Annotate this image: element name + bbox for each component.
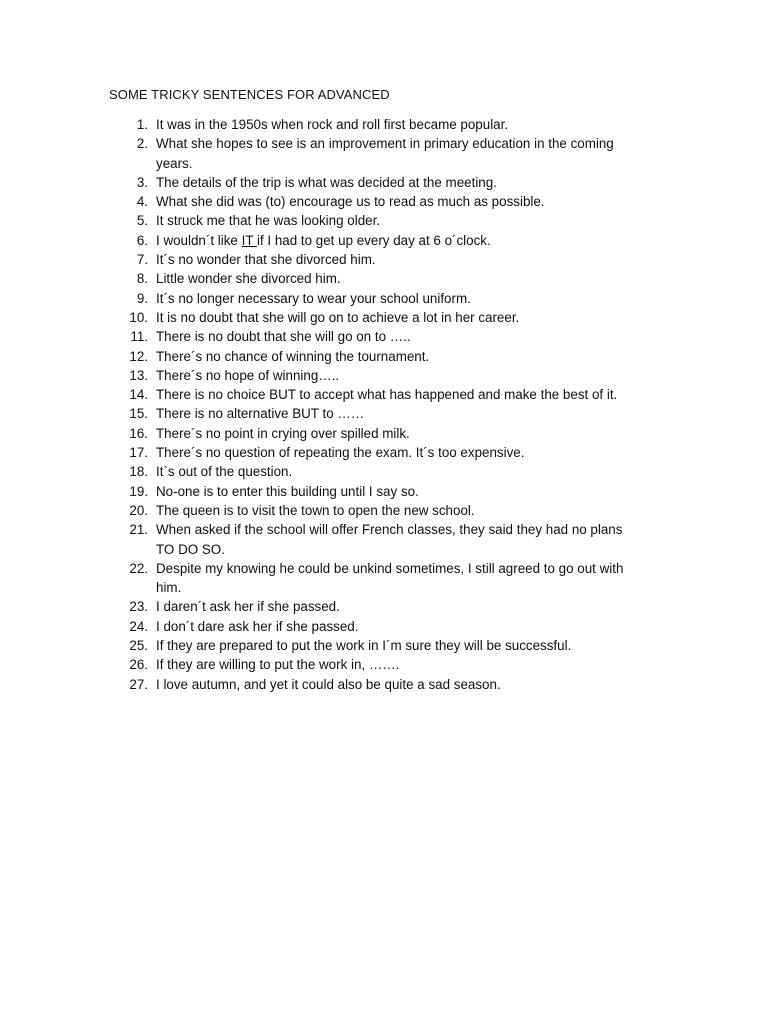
list-item (110, 385, 670, 404)
list-item (110, 597, 670, 616)
list-item (110, 250, 670, 269)
item-number: 4. (136, 194, 148, 210)
item-number: 12. (129, 348, 148, 364)
item-text-line: It struck me that he was looking older. (156, 213, 381, 229)
list-item (110, 289, 670, 308)
item-text-line: It´s no longer necessary to wear your school uniform. (156, 290, 471, 306)
item-text-line: When asked if the school will offer French classes, they said they had no plans (156, 522, 623, 538)
item-text-line: No-one is to enter this building until I say so. (156, 483, 419, 499)
item-text-line: It`s out of the question. (156, 464, 293, 480)
item-text-line: I don´t dare ask her if she passed. (156, 618, 359, 634)
item-number: 23. (129, 599, 148, 615)
item-text-line: There´s no question of repeating the exam. It´s too expensive. (156, 445, 525, 461)
item-text-line: What she did was (to) encourage us to read as much as possible. (156, 194, 545, 210)
item-number: 15. (129, 406, 148, 422)
item-number: 13. (129, 367, 148, 383)
list-item (110, 655, 670, 674)
list-item (110, 675, 670, 694)
sentence-list (110, 115, 670, 694)
item-number: 2. (136, 136, 148, 152)
list-item (110, 269, 670, 288)
list-item (110, 520, 670, 559)
list-item (110, 617, 670, 636)
list-item (110, 482, 670, 501)
item-number: 26. (129, 657, 148, 673)
item-number: 11. (130, 329, 148, 345)
item-text-line: There is no alternative BUT to …… (156, 406, 365, 422)
item-text-line: I daren´t ask her if she passed. (156, 599, 340, 615)
list-item (110, 115, 670, 134)
list-item (110, 347, 670, 366)
item-text-segment: if I had to get up every day at 6 o´clock. (256, 232, 491, 248)
list-item (110, 308, 670, 327)
item-number: 18. (129, 464, 148, 480)
list-item (110, 559, 670, 598)
item-number: 16. (129, 425, 148, 441)
item-text-line: TO DO SO. (156, 541, 225, 557)
item-text-line: There´s no point in crying over spilled milk. (156, 425, 410, 441)
item-text-line: The queen is to visit the town to open the new school. (156, 502, 475, 518)
item-number: 24. (129, 618, 148, 634)
list-item (110, 173, 670, 192)
item-text-line: There is no choice BUT to accept what has happened and make the best of it. (156, 387, 618, 403)
list-item (110, 192, 670, 211)
item-text-line: years. (156, 155, 193, 171)
item-text-line: It was in the 1950s when rock and roll first became popular. (156, 117, 509, 132)
item-text-line: It is no doubt that she will go on to achieve a lot in her career. (156, 309, 520, 325)
item-number: 7. (136, 252, 148, 268)
item-number: 8. (136, 271, 148, 287)
item-number: 10. (129, 309, 148, 325)
item-text-line: If they are willing to put the work in, ……. (156, 657, 400, 673)
item-text-line: If they are prepared to put the work in I´m sure they will be successful. (156, 638, 572, 654)
list-item (110, 636, 670, 655)
list-item (110, 462, 670, 481)
list-item (110, 231, 670, 250)
document-title: SOME TRICKY SENTENCES FOR ADVANCED (109, 87, 390, 102)
item-text-segment: I wouldn´t like (156, 232, 242, 248)
item-number: 17. (129, 445, 148, 461)
list-item (110, 404, 670, 423)
item-number: 6. (136, 232, 148, 248)
item-number: 20. (129, 502, 148, 518)
item-text-line: There´s no chance of winning the tournament. (156, 348, 430, 364)
item-text-line: It´s no wonder that she divorced him. (156, 252, 376, 268)
list-item (110, 366, 670, 385)
item-number: 25. (129, 638, 148, 654)
item-text-line: What she hopes to see is an improvement in primary education in the coming (156, 136, 614, 152)
item-text-line: The details of the trip is what was decided at the meeting. (156, 174, 497, 190)
item-number: 3. (136, 174, 148, 190)
item-number: 1. (136, 117, 148, 132)
item-text-line (156, 231, 670, 250)
item-text-line: Despite my knowing he could be unkind sometimes, I still agreed to go out with (156, 560, 624, 576)
item-text-line: him. (156, 580, 182, 596)
list-item (110, 424, 670, 443)
item-number: 21. (129, 522, 148, 538)
list-item (110, 443, 670, 462)
list-item (110, 134, 670, 173)
item-number: 27. (129, 676, 148, 692)
item-number: 22. (129, 560, 148, 576)
item-number: 9. (136, 290, 148, 306)
item-text-line: Little wonder she divorced him. (156, 271, 341, 287)
list-item (110, 501, 670, 520)
item-text-line: There is no doubt that she will go on to ….. (156, 329, 411, 345)
item-text-line: There´s no hope of winning….. (156, 367, 340, 383)
list-item (110, 327, 670, 346)
item-number: 5. (136, 213, 148, 229)
item-number: 14. (129, 387, 148, 403)
item-number: 19. (129, 483, 148, 499)
underlined-emphasis: IT (241, 232, 257, 248)
list-item (110, 211, 670, 230)
item-text-line: I love autumn, and yet it could also be quite a sad season. (156, 676, 501, 692)
